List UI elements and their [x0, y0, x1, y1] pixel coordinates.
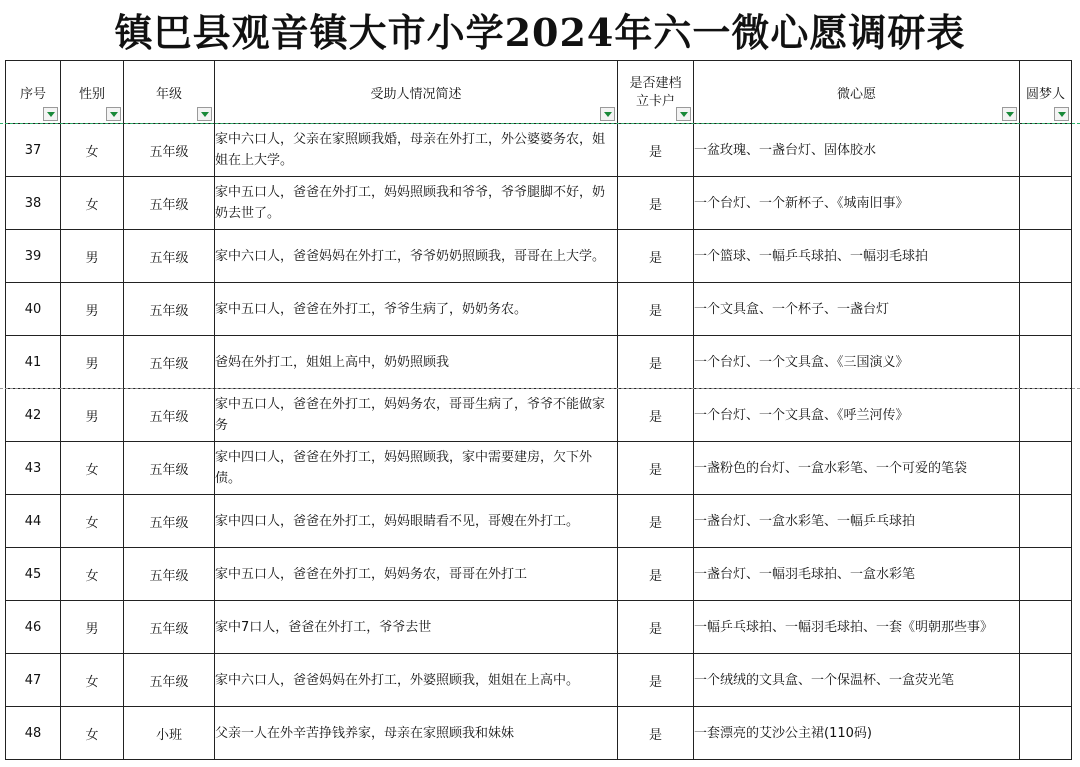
table-row: [6, 707, 1072, 760]
cell-grade[interactable]: 五年级: [124, 548, 215, 601]
filter-dropdown-icon[interactable]: [43, 107, 58, 121]
cell-grade[interactable]: 五年级: [124, 336, 215, 389]
cell-desc[interactable]: 父亲一人在外辛苦挣钱养家，母亲在家照顾我和妹妹: [215, 707, 618, 760]
cell-grade[interactable]: 五年级: [124, 389, 215, 442]
cell-card[interactable]: 是: [618, 495, 694, 548]
cell-desc[interactable]: 家中五口人，爸爸在外打工，妈妈务农，哥哥生病了，爷爷不能做家务: [215, 389, 618, 442]
col-header-no: 序号: [6, 61, 61, 124]
cell-grade[interactable]: 五年级: [124, 442, 215, 495]
cell-grade[interactable]: 小班: [124, 707, 215, 760]
col-header-gender: 性别: [61, 61, 124, 124]
cell-wish[interactable]: 一套漂亮的艾沙公主裙(110码): [694, 707, 1020, 760]
cell-card[interactable]: 是: [618, 707, 694, 760]
table-row: [6, 177, 1072, 230]
card-header-line1: 是否建档: [629, 76, 682, 91]
cell-card[interactable]: 是: [618, 230, 694, 283]
cell-wish[interactable]: 一幅乒乓球拍、一幅羽毛球拍、一套《明朝那些事》: [694, 601, 1020, 654]
cell-gender[interactable]: 女: [61, 654, 124, 707]
cell-wish[interactable]: 一个台灯、一个新杯子、《城南旧事》: [694, 177, 1020, 230]
filter-dropdown-icon[interactable]: [197, 107, 212, 121]
cell-gender[interactable]: 男: [61, 283, 124, 336]
cell-no[interactable]: 40: [6, 283, 61, 336]
cell-wish[interactable]: 一盆玫瑰、一盏台灯、固体胶水: [694, 124, 1020, 177]
cell-card[interactable]: 是: [618, 283, 694, 336]
cell-helper[interactable]: [1020, 389, 1072, 442]
cell-card[interactable]: 是: [618, 389, 694, 442]
cell-no[interactable]: 43: [6, 442, 61, 495]
cell-wish[interactable]: 一个台灯、一个文具盒、《呼兰河传》: [694, 389, 1020, 442]
cell-gender[interactable]: 女: [61, 124, 124, 177]
cell-wish[interactable]: 一个台灯、一个文具盒、《三国演义》: [694, 336, 1020, 389]
cell-gender[interactable]: 男: [61, 389, 124, 442]
cell-helper[interactable]: [1020, 230, 1072, 283]
table-row: [6, 495, 1072, 548]
cell-helper[interactable]: [1020, 336, 1072, 389]
sheet-title: 镇巴县观音镇大市小学2024年六一微心愿调研表: [114, 9, 966, 55]
page-break-line: [0, 388, 1080, 389]
cell-card[interactable]: 是: [618, 442, 694, 495]
col-header-helper: 圆梦人: [1020, 61, 1072, 124]
cell-no[interactable]: 38: [6, 177, 61, 230]
table-row: [6, 442, 1072, 495]
col-header-grade: 年级: [124, 61, 215, 124]
table-row: [6, 654, 1072, 707]
cell-gender[interactable]: 男: [61, 601, 124, 654]
cell-no[interactable]: 48: [6, 707, 61, 760]
freeze-pane-line: [0, 123, 1080, 124]
cell-grade[interactable]: 五年级: [124, 230, 215, 283]
cell-desc[interactable]: 家中五口人，爸爸在外打工，爷爷生病了，奶奶务农。: [215, 283, 618, 336]
cell-helper[interactable]: [1020, 124, 1072, 177]
header-row: [6, 61, 1072, 124]
cell-gender[interactable]: 女: [61, 548, 124, 601]
cell-no[interactable]: 37: [6, 124, 61, 177]
cell-helper[interactable]: [1020, 442, 1072, 495]
cell-grade[interactable]: 五年级: [124, 601, 215, 654]
table-row: [6, 336, 1072, 389]
cell-no[interactable]: 42: [6, 389, 61, 442]
filter-dropdown-icon[interactable]: [1054, 107, 1069, 121]
cell-helper[interactable]: [1020, 707, 1072, 760]
cell-no[interactable]: 41: [6, 336, 61, 389]
cell-desc[interactable]: 家中四口人，爸爸在外打工，妈妈照顾我，家中需要建房，欠下外债。: [215, 442, 618, 495]
cell-no[interactable]: 44: [6, 495, 61, 548]
cell-gender[interactable]: 女: [61, 495, 124, 548]
cell-desc[interactable]: 家中7口人，爸爸在外打工，爷爷去世: [215, 601, 618, 654]
filter-dropdown-icon[interactable]: [1002, 107, 1017, 121]
cell-wish[interactable]: 一盏台灯、一幅羽毛球拍、一盒水彩笔: [694, 548, 1020, 601]
cell-gender[interactable]: 女: [61, 177, 124, 230]
cell-helper[interactable]: [1020, 283, 1072, 336]
cell-desc[interactable]: 家中六口人，爸爸妈妈在外打工，爷爷奶奶照顾我，哥哥在上大学。: [215, 230, 618, 283]
table-row: [6, 601, 1072, 654]
cell-helper[interactable]: [1020, 654, 1072, 707]
cell-card[interactable]: 是: [618, 124, 694, 177]
col-header-desc: 受助人情况简述: [215, 61, 618, 124]
filter-dropdown-icon[interactable]: [600, 107, 615, 121]
cell-grade[interactable]: 五年级: [124, 283, 215, 336]
cell-desc[interactable]: 家中五口人，爸爸在外打工，妈妈务农，哥哥在外打工: [215, 548, 618, 601]
cell-helper[interactable]: [1020, 177, 1072, 230]
cell-wish[interactable]: 一个绒绒的文具盒、一个保温杯、一盒荧光笔: [694, 654, 1020, 707]
cell-grade[interactable]: 五年级: [124, 495, 215, 548]
cell-card[interactable]: 是: [618, 548, 694, 601]
filter-dropdown-icon[interactable]: [676, 107, 691, 121]
cell-desc[interactable]: 家中五口人，爸爸在外打工，妈妈照顾我和爷爷，爷爷腿脚不好，奶奶去世了。: [215, 177, 618, 230]
wish-table: [5, 60, 1072, 760]
cell-no[interactable]: 47: [6, 654, 61, 707]
cell-wish[interactable]: 一盏粉色的台灯、一盒水彩笔、一个可爱的笔袋: [694, 442, 1020, 495]
cell-gender[interactable]: 男: [61, 230, 124, 283]
table-row: [6, 124, 1072, 177]
cell-helper[interactable]: [1020, 548, 1072, 601]
cell-desc[interactable]: 家中六口人，爸爸妈妈在外打工，外婆照顾我，姐姐在上高中。: [215, 654, 618, 707]
cell-helper[interactable]: [1020, 495, 1072, 548]
cell-card[interactable]: 是: [618, 177, 694, 230]
cell-wish[interactable]: 一个篮球、一幅乒乓球拍、一幅羽毛球拍: [694, 230, 1020, 283]
cell-desc[interactable]: 爸妈在外打工，姐姐上高中，奶奶照顾我: [215, 336, 618, 389]
table-row: [6, 389, 1072, 442]
filter-dropdown-icon[interactable]: [106, 107, 121, 121]
cell-no[interactable]: 45: [6, 548, 61, 601]
cell-grade[interactable]: 五年级: [124, 177, 215, 230]
table-row: [6, 283, 1072, 336]
col-header-wish: 微心愿: [694, 61, 1020, 124]
cell-grade[interactable]: 五年级: [124, 654, 215, 707]
table-row: [6, 548, 1072, 601]
cell-card[interactable]: 是: [618, 654, 694, 707]
cell-gender[interactable]: 女: [61, 707, 124, 760]
cell-grade[interactable]: 五年级: [124, 124, 215, 177]
cell-wish[interactable]: 一盏台灯、一盒水彩笔、一幅乒乓球拍: [694, 495, 1020, 548]
cell-card[interactable]: 是: [618, 336, 694, 389]
table-row: [6, 230, 1072, 283]
cell-no[interactable]: 39: [6, 230, 61, 283]
cell-desc[interactable]: 家中六口人，父亲在家照顾我婚，母亲在外打工，外公婆婆务农，姐姐在上大学。: [215, 124, 618, 177]
cell-gender[interactable]: 女: [61, 442, 124, 495]
col-header-card: [618, 61, 694, 124]
cell-helper[interactable]: [1020, 601, 1072, 654]
cell-no[interactable]: 46: [6, 601, 61, 654]
cell-desc[interactable]: 家中四口人，爸爸在外打工，妈妈眼睛看不见，哥嫂在外打工。: [215, 495, 618, 548]
cell-wish[interactable]: 一个文具盒、一个杯子、一盏台灯: [694, 283, 1020, 336]
cell-card[interactable]: 是: [618, 601, 694, 654]
cell-gender[interactable]: 男: [61, 336, 124, 389]
card-header-line2: 立卡户: [635, 94, 675, 109]
